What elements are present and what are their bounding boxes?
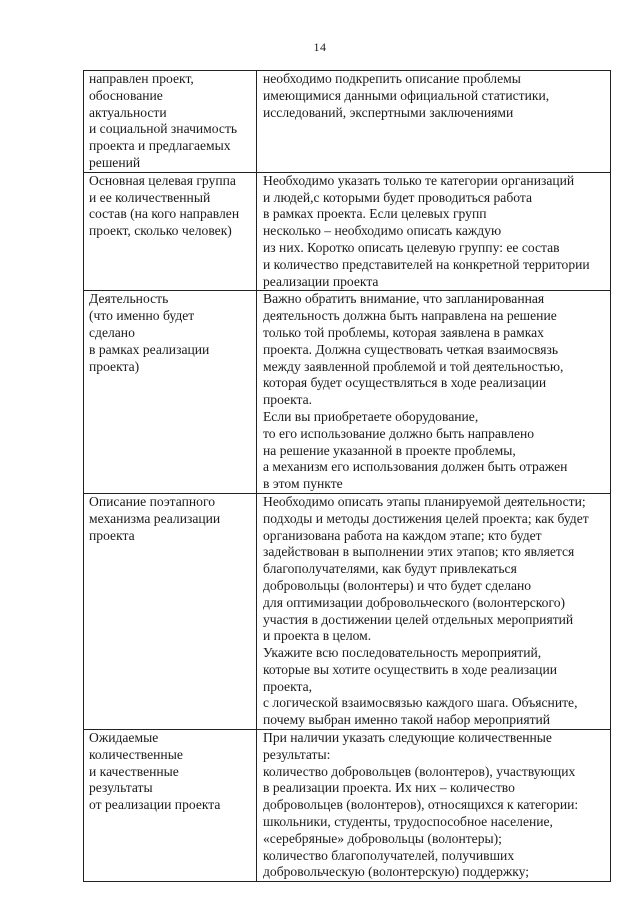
row-description-line: проекта. bbox=[263, 392, 313, 408]
row-description-cell bbox=[257, 730, 611, 882]
row-description-cell bbox=[257, 493, 611, 729]
row-description-line: добровольцы (волонтеры) и что будет сделано bbox=[263, 577, 532, 593]
row-description-line: добровольческую (волонтерскую) поддержку; bbox=[263, 864, 530, 880]
row-heading-line: количественные bbox=[89, 746, 183, 762]
row-heading-cell bbox=[84, 493, 257, 729]
row-description-line: необходимо подкрепить описание проблемы bbox=[263, 71, 521, 86]
row-description-line: исследований, экспертными заключениями bbox=[263, 104, 514, 120]
row-description-line: и людей,с которыми будет проводиться работа bbox=[263, 189, 533, 205]
row-heading-line: Ожидаемые bbox=[89, 730, 159, 746]
row-description-line: в этом пункте bbox=[263, 476, 343, 492]
row-heading-cell bbox=[84, 71, 257, 173]
row-description-line: в реализации проекта. Их них – количество bbox=[263, 780, 515, 796]
row-description-cell bbox=[257, 172, 611, 291]
row-description-line: количество добровольцев (волонтеров), участвующих bbox=[263, 763, 576, 779]
row-heading-line: проект, сколько человек) bbox=[89, 223, 232, 239]
row-description-line: результаты: bbox=[263, 746, 331, 762]
row-description-line: с логической взаимосвязью каждого шага. Объясните, bbox=[263, 695, 578, 711]
row-description-line: почему выбран именно такой набор мероприятий bbox=[263, 712, 551, 728]
row-heading-line: решений bbox=[89, 154, 141, 170]
row-description-line: а механизм его использования должен быть отражен bbox=[263, 459, 568, 475]
row-description-line: Важно обратить внимание, что запланированная bbox=[263, 291, 545, 307]
row-description-line: и проекта в целом. bbox=[263, 628, 372, 644]
row-heading-line: и ее количественный bbox=[89, 189, 211, 205]
table-row bbox=[84, 291, 611, 494]
row-description-line: проекта, bbox=[263, 678, 313, 694]
row-description-line: добровольцев (волонтеров), относящихся к категории: bbox=[263, 797, 579, 813]
row-heading-line: состав (на кого направлен bbox=[89, 206, 240, 222]
row-description-line: которая будет осуществляться в ходе реализации bbox=[263, 375, 547, 391]
row-description-line: задействован в выполнении этих этапов; кто является bbox=[263, 544, 575, 560]
row-description-line: При наличии указать следующие количественные bbox=[263, 730, 552, 746]
row-heading-line: Деятельность bbox=[89, 291, 169, 307]
row-description-line: участия в достижении целей отдельных мероприятий bbox=[263, 611, 574, 627]
row-heading-line: направлен проект, bbox=[89, 71, 194, 86]
row-description-line: школьники, студенты, трудоспособное население, bbox=[263, 814, 553, 830]
row-description-line: только той проблемы, которая заявлена в рамках bbox=[263, 324, 544, 340]
row-heading-line: проекта и предлагаемых bbox=[89, 138, 231, 154]
row-heading-line: и качественные bbox=[89, 763, 179, 779]
row-description-line: которые вы хотите осуществить в ходе реализации bbox=[263, 661, 558, 677]
table-row bbox=[84, 71, 611, 173]
row-description-line: на решение указанной в проекте проблемы, bbox=[263, 442, 516, 458]
row-heading-line: Описание поэтапного bbox=[89, 493, 215, 509]
row-description-line: реализации проекта bbox=[263, 273, 379, 289]
table-row bbox=[84, 172, 611, 291]
row-description-line: несколько – необходимо описать каждую bbox=[263, 223, 502, 239]
row-description-line: организована работа на каждом этапе; кто будет bbox=[263, 527, 542, 543]
row-heading-line: сделано bbox=[89, 324, 135, 340]
row-description-line: и количество представителей на конкретной территории bbox=[263, 256, 590, 272]
row-description-line: из них. Коротко описать целевую группу: ее состав bbox=[263, 239, 560, 255]
row-heading-line: Основная целевая группа bbox=[89, 172, 236, 188]
table-row bbox=[84, 493, 611, 729]
row-description-line: имеющимися данными официальной статистики, bbox=[263, 87, 550, 103]
row-description-line: Необходимо описать этапы планируемой деятельности; bbox=[263, 493, 586, 509]
row-description-line: Если вы приобретаете оборудование, bbox=[263, 408, 479, 424]
table-row bbox=[84, 730, 611, 882]
row-heading-line: проекта bbox=[89, 527, 135, 543]
row-heading-line: обоснование bbox=[89, 87, 163, 103]
row-heading-line: механизма реализации bbox=[89, 510, 221, 526]
row-description-cell bbox=[257, 71, 611, 173]
row-heading-line: результаты bbox=[89, 780, 153, 796]
row-description-line: подходы и методы достижения целей проекта; как будет bbox=[263, 510, 589, 526]
row-heading-line: проекта) bbox=[89, 358, 140, 374]
row-description-line: «серебряные» добровольцы (волонтеры); bbox=[263, 830, 502, 846]
row-description-line: между заявленной проблемой и той деятельностью, bbox=[263, 358, 564, 374]
row-description-line: благополучателями, как будут привлекаться bbox=[263, 561, 517, 577]
table-body bbox=[84, 71, 611, 882]
row-description-line: Необходимо указать только те категории организаций bbox=[263, 172, 575, 188]
row-description-line: для оптимизации добровольческого (волонтерского) bbox=[263, 594, 566, 610]
row-heading-line: и социальной значимость bbox=[89, 121, 238, 137]
page-number: 14 bbox=[313, 40, 327, 54]
row-heading-line: от реализации проекта bbox=[89, 797, 221, 813]
row-description-line: Укажите всю последовательность мероприятий, bbox=[263, 645, 542, 661]
row-heading-cell bbox=[84, 172, 257, 291]
row-description-line: количество благополучателей, получивших bbox=[263, 847, 515, 863]
row-description-line: деятельность должна быть направлена на решение bbox=[263, 308, 557, 324]
row-description-cell bbox=[257, 291, 611, 494]
row-heading-line: (что именно будет bbox=[89, 308, 195, 324]
row-description-line: в рамках проекта. Если целевых групп bbox=[263, 206, 487, 222]
row-heading-line: в рамках реализации bbox=[89, 341, 210, 357]
row-heading-cell bbox=[84, 730, 257, 882]
row-heading-cell bbox=[84, 291, 257, 494]
row-heading-line: актуальности bbox=[89, 104, 167, 120]
requirements-table bbox=[83, 70, 611, 882]
row-description-line: проекта. Должна существовать четкая взаимосвязь bbox=[263, 341, 559, 357]
row-description-line: то его использование должно быть направлено bbox=[263, 425, 535, 441]
